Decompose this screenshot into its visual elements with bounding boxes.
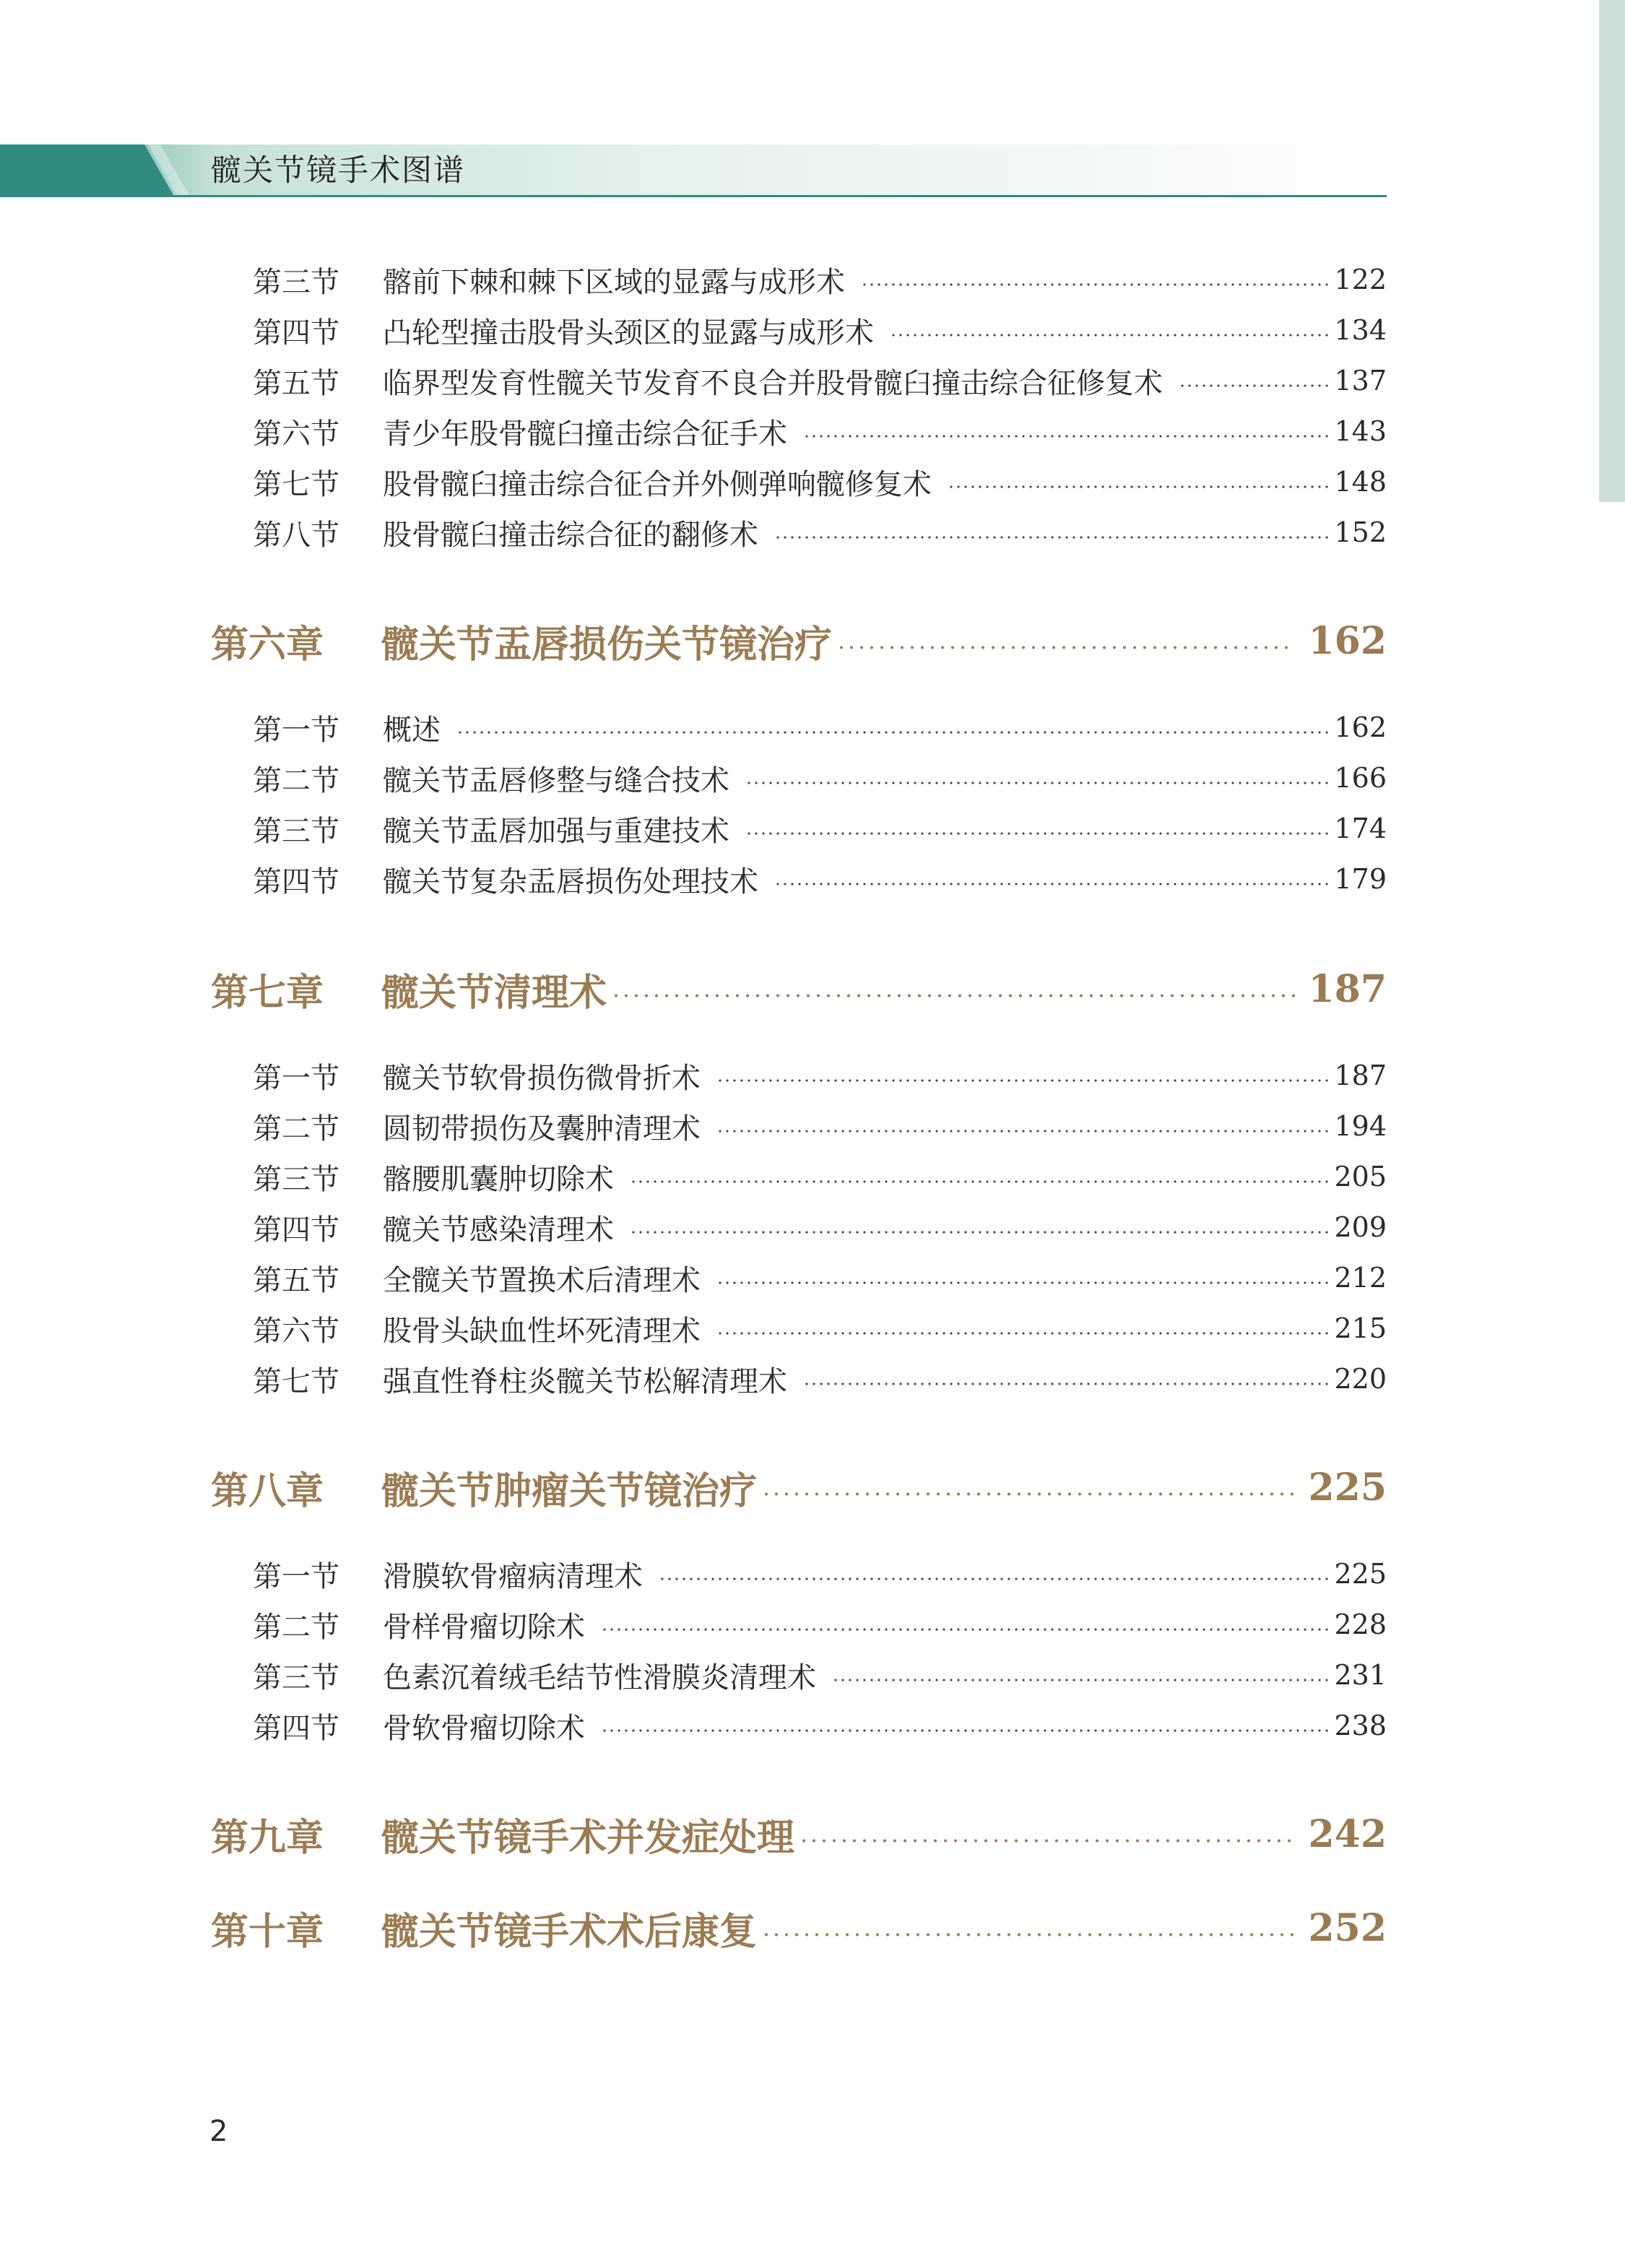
toc-section-entry[interactable] xyxy=(253,1305,1387,1351)
section-number: 第三节 xyxy=(253,265,339,299)
section-number: 第一节 xyxy=(253,1061,339,1095)
toc-section-entry[interactable] xyxy=(253,755,1387,801)
chapter-page-number: 242 xyxy=(1308,1812,1387,1856)
dot-leader xyxy=(799,1839,1295,1843)
toc-section-entry[interactable] xyxy=(253,1601,1387,1648)
section-title: 青少年股骨髋臼撞击综合征手术 xyxy=(383,417,787,451)
dot-leader xyxy=(630,1231,1330,1234)
section-title: 滑膜软骨瘤病清理术 xyxy=(383,1559,643,1593)
dot-leader xyxy=(611,994,1295,997)
section-title: 骨样骨瘤切除术 xyxy=(383,1610,585,1644)
section-number: 第七节 xyxy=(253,467,339,501)
section-number: 第三节 xyxy=(253,1162,339,1196)
section-number: 第五节 xyxy=(253,366,339,400)
section-page-number: 238 xyxy=(1334,1710,1387,1741)
section-title: 髂前下棘和棘下区域的显露与成形术 xyxy=(383,265,845,299)
toc-section-entry[interactable] xyxy=(253,1103,1387,1149)
toc-section-entry[interactable] xyxy=(253,856,1387,902)
section-page-number: 148 xyxy=(1334,466,1387,498)
section-title: 股骨髋臼撞击综合征的翻修术 xyxy=(383,518,758,552)
chapter-title: 髋关节盂唇损伤关节镜治疗 xyxy=(381,622,833,667)
section-title: 髋关节感染清理术 xyxy=(383,1213,614,1247)
dot-leader xyxy=(948,485,1330,488)
chapter-number: 第十章 xyxy=(211,1909,324,1954)
dot-leader xyxy=(761,1933,1295,1936)
toc-section-entry[interactable] xyxy=(253,1255,1387,1301)
dot-leader xyxy=(659,1577,1330,1580)
toc-section-entry[interactable] xyxy=(253,256,1387,303)
section-title: 股骨头缺血性坏死清理术 xyxy=(383,1314,701,1348)
section-title: 股骨髋臼撞击综合征合并外侧弹响髋修复术 xyxy=(383,467,932,501)
dot-leader xyxy=(456,731,1330,734)
dot-leader xyxy=(803,1382,1330,1385)
dot-leader xyxy=(716,1332,1330,1335)
section-page-number: 187 xyxy=(1334,1060,1387,1091)
section-title: 骨软骨瘤切除术 xyxy=(383,1711,585,1745)
section-page-number: 194 xyxy=(1334,1110,1387,1142)
section-title: 概述 xyxy=(383,713,441,747)
section-page-number: 174 xyxy=(1334,813,1387,844)
toc-section-entry[interactable] xyxy=(253,307,1387,353)
section-page-number: 209 xyxy=(1334,1211,1387,1243)
section-page-number: 212 xyxy=(1334,1262,1387,1294)
section-title: 圆韧带损伤及囊肿清理术 xyxy=(383,1112,701,1146)
dot-leader xyxy=(774,883,1330,886)
toc-chapter-entry[interactable] xyxy=(211,1897,1387,1958)
section-page-number: 143 xyxy=(1334,415,1387,447)
section-title: 凸轮型撞击股骨头颈区的显露与成形术 xyxy=(383,316,874,350)
section-number: 第三节 xyxy=(253,814,339,848)
section-page-number: 220 xyxy=(1334,1363,1387,1395)
dot-leader xyxy=(836,646,1295,649)
chapter-page-number: 252 xyxy=(1308,1905,1387,1950)
section-page-number: 215 xyxy=(1334,1312,1387,1344)
toc-section-entry[interactable] xyxy=(253,704,1387,750)
section-title: 全髋关节置换术后清理术 xyxy=(383,1263,701,1297)
toc-section-entry[interactable] xyxy=(253,805,1387,852)
chapter-page-number: 162 xyxy=(1308,618,1387,663)
toc-section-entry[interactable] xyxy=(253,1551,1387,1597)
chapter-page-number: 187 xyxy=(1308,966,1387,1011)
section-number: 第一节 xyxy=(253,1559,339,1593)
dot-leader xyxy=(716,1079,1330,1082)
section-number: 第四节 xyxy=(253,865,339,899)
section-number: 第七节 xyxy=(253,1364,339,1398)
toc-section-entry[interactable] xyxy=(253,1204,1387,1250)
section-title: 髋关节复杂盂唇损伤处理技术 xyxy=(383,865,758,899)
section-page-number: 231 xyxy=(1334,1659,1387,1691)
section-page-number: 205 xyxy=(1334,1161,1387,1193)
chapter-title: 髋关节镜手术术后康复 xyxy=(381,1909,758,1954)
toc-section-entry[interactable] xyxy=(253,1652,1387,1698)
section-number: 第四节 xyxy=(253,1711,339,1745)
toc-section-entry[interactable] xyxy=(253,358,1387,404)
section-number: 第三节 xyxy=(253,1661,339,1694)
section-page-number: 122 xyxy=(1334,264,1387,295)
chapter-number: 第六章 xyxy=(211,622,324,667)
toc-section-entry[interactable] xyxy=(253,1702,1387,1749)
dot-leader xyxy=(774,536,1330,539)
section-title: 髋关节软骨损伤微骨折术 xyxy=(383,1061,701,1095)
dot-leader xyxy=(832,1679,1330,1681)
toc-section-entry[interactable] xyxy=(253,408,1387,454)
chapter-page-number: 225 xyxy=(1308,1465,1387,1510)
section-page-number: 166 xyxy=(1334,762,1387,794)
page-number: 2 xyxy=(209,2115,228,2148)
toc-chapter-entry[interactable] xyxy=(211,1457,1387,1518)
dot-leader xyxy=(761,1492,1295,1496)
toc-section-entry[interactable] xyxy=(253,1154,1387,1200)
section-title: 髋关节盂唇修整与缝合技术 xyxy=(383,763,729,797)
toc-chapter-entry[interactable] xyxy=(211,1804,1387,1864)
dot-leader xyxy=(745,832,1330,835)
chapter-number: 第七章 xyxy=(211,970,324,1015)
section-number: 第四节 xyxy=(253,1213,339,1247)
chapter-title: 髋关节镜手术并发症处理 xyxy=(381,1815,795,1860)
toc-section-entry[interactable] xyxy=(253,509,1387,555)
dot-leader xyxy=(745,782,1330,784)
toc-section-entry[interactable] xyxy=(253,459,1387,505)
section-title: 髋关节盂唇加强与重建技术 xyxy=(383,814,729,848)
dot-leader xyxy=(630,1180,1330,1183)
section-page-number: 228 xyxy=(1334,1609,1387,1640)
toc-section-entry[interactable] xyxy=(253,1356,1387,1402)
section-page-number: 225 xyxy=(1334,1558,1387,1590)
chapter-number: 第九章 xyxy=(211,1815,324,1860)
running-header-title: 髋关节镜手术图谱 xyxy=(211,152,466,188)
section-title: 强直性脊柱炎髋关节松解清理术 xyxy=(383,1364,787,1398)
section-number: 第二节 xyxy=(253,763,339,797)
chapter-title: 髋关节清理术 xyxy=(381,970,607,1015)
chapter-number: 第八章 xyxy=(211,1468,324,1513)
section-number: 第一节 xyxy=(253,713,339,747)
dot-leader xyxy=(803,435,1330,438)
section-page-number: 162 xyxy=(1334,711,1387,743)
section-number: 第二节 xyxy=(253,1112,339,1146)
toc-chapter-entry[interactable] xyxy=(211,610,1387,671)
section-title: 色素沉着绒毛结节性滑膜炎清理术 xyxy=(383,1661,816,1694)
chapter-title: 髋关节肿瘤关节镜治疗 xyxy=(381,1468,758,1513)
dot-leader xyxy=(1179,384,1330,387)
section-title: 髂腰肌囊肿切除术 xyxy=(383,1162,614,1196)
section-number: 第六节 xyxy=(253,1314,339,1348)
section-number: 第四节 xyxy=(253,316,339,350)
section-page-number: 152 xyxy=(1334,516,1387,548)
dot-leader xyxy=(716,1281,1330,1284)
toc-section-entry[interactable] xyxy=(253,1052,1387,1099)
section-page-number: 179 xyxy=(1334,863,1387,895)
dot-leader xyxy=(861,283,1330,286)
section-number: 第八节 xyxy=(253,518,339,552)
toc-chapter-entry[interactable] xyxy=(211,958,1387,1019)
dot-leader xyxy=(716,1130,1330,1133)
section-title: 临界型发育性髋关节发育不良合并股骨髋臼撞击综合征修复术 xyxy=(383,366,1163,400)
section-number: 第五节 xyxy=(253,1263,339,1297)
dot-leader xyxy=(601,1729,1330,1732)
section-page-number: 134 xyxy=(1334,314,1387,346)
dot-leader xyxy=(890,334,1330,337)
section-number: 第六节 xyxy=(253,417,339,451)
dot-leader xyxy=(601,1628,1330,1631)
section-number: 第二节 xyxy=(253,1610,339,1644)
section-page-number: 137 xyxy=(1334,365,1387,397)
